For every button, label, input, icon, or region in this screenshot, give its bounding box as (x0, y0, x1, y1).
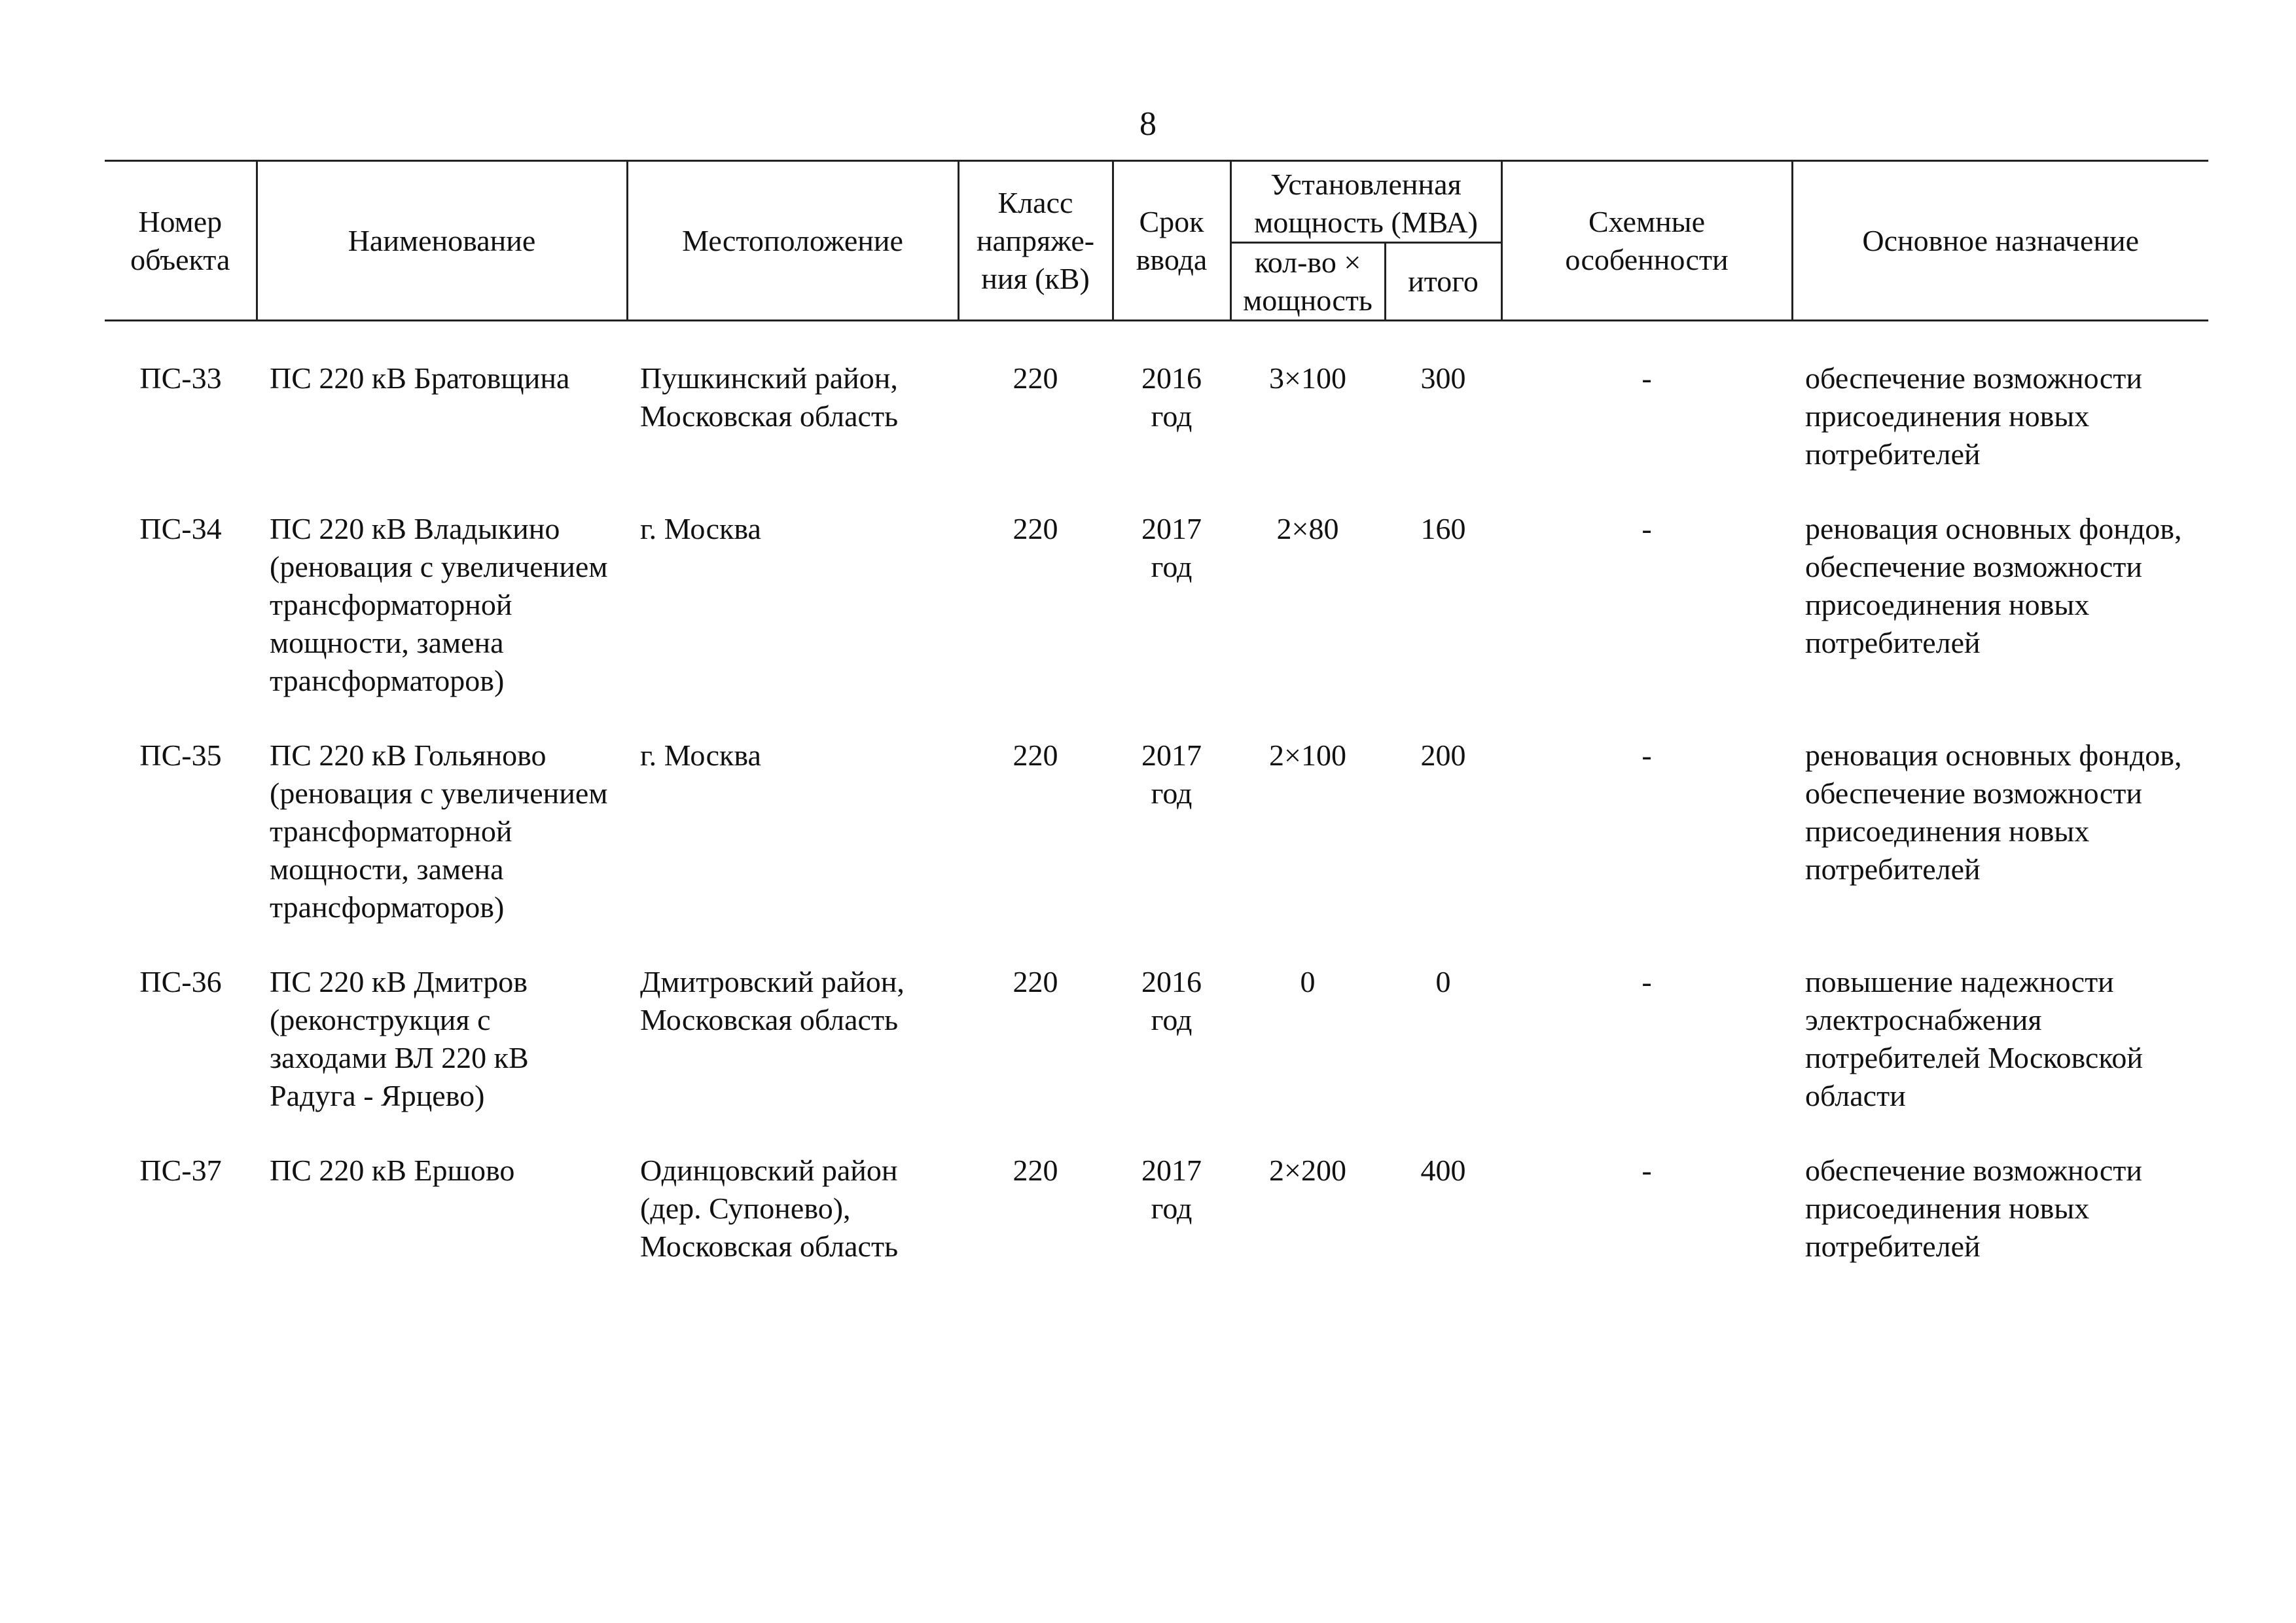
header-row (105, 161, 2208, 243)
substation-table (105, 160, 2208, 1302)
cell-scheme: - (1641, 739, 1652, 772)
cell-units: 2×80 (1276, 512, 1339, 545)
cell-purpose: обеспечение возможности присоединения новых потребителей (1805, 361, 2142, 471)
cell-voltage: 220 (1013, 361, 1058, 395)
cell-voltage: 220 (1013, 1154, 1058, 1187)
cell-year: 2016 год (1141, 361, 1202, 433)
table-body (105, 321, 2208, 1303)
header-capacity-units: кол-во × мощность (1230, 243, 1385, 321)
cell-purpose: реновация основных фондов, обеспечение возможности присоединения новых потребителей (1805, 512, 2182, 659)
cell-location: Пушкинский район, Московская область (640, 361, 899, 433)
header-number: Номер объекта (105, 161, 257, 321)
cell-name: ПС 220 кВ Ершово (270, 1154, 515, 1187)
cell-location: г. Москва (640, 512, 761, 545)
cell-name: ПС 220 кВ Владыкино (реновация с увеличением трансформаторной мощности, замена трансформаторов) (270, 512, 608, 697)
cell-location: Дмитровский район, Московская область (640, 965, 905, 1036)
header-capacity-group: Установленная мощность (МВА) (1230, 161, 1501, 243)
cell-year: 2017 год (1141, 1154, 1202, 1225)
cell-year: 2016 год (1141, 965, 1202, 1036)
cell-total: 400 (1420, 1154, 1466, 1187)
cell-id: ПС-36 (139, 965, 222, 998)
cell-voltage: 220 (1013, 739, 1058, 772)
table-row (105, 1152, 2208, 1302)
cell-total: 0 (1435, 965, 1451, 998)
cell-scheme: - (1641, 965, 1652, 998)
cell-year: 2017 год (1141, 512, 1202, 583)
header-scheme: Схемные особенности (1501, 161, 1792, 321)
cell-year: 2017 год (1141, 739, 1202, 810)
table-row (105, 963, 2208, 1152)
cell-scheme: - (1641, 361, 1652, 395)
header-voltage: Класс напряже-ния (кВ) (958, 161, 1113, 321)
table-row (105, 321, 2208, 511)
cell-name: ПС 220 кВ Гольяново (реновация с увеличением трансформаторной мощности, замена трансформаторов) (270, 739, 608, 924)
cell-scheme: - (1641, 1154, 1652, 1187)
cell-id: ПС-37 (139, 1154, 222, 1187)
cell-scheme: - (1641, 512, 1652, 545)
cell-purpose: обеспечение возможности присоединения новых потребителей (1805, 1154, 2142, 1263)
cell-total: 300 (1420, 361, 1466, 395)
cell-location: Одинцовский район (дер. Супонево), Московская область (640, 1154, 899, 1263)
cell-name: ПС 220 кВ Братовщина (270, 361, 570, 395)
cell-purpose: реновация основных фондов, обеспечение возможности присоединения новых потребителей (1805, 739, 2182, 886)
header-purpose: Основное назначение (1792, 161, 2208, 321)
header-commissioning: Срок ввода (1113, 161, 1230, 321)
header-capacity-total: итого (1385, 243, 1501, 321)
header-location: Местоположение (627, 161, 958, 321)
cell-voltage: 220 (1013, 512, 1058, 545)
header-name: Наименование (257, 161, 627, 321)
cell-units: 2×100 (1269, 739, 1346, 772)
cell-total: 200 (1420, 739, 1466, 772)
cell-voltage: 220 (1013, 965, 1058, 998)
cell-id: ПС-35 (139, 739, 222, 772)
cell-location: г. Москва (640, 739, 761, 772)
page-number: 8 (1139, 105, 1157, 143)
table-row (105, 510, 2208, 737)
cell-name: ПС 220 кВ Дмитров (реконструкция с заходами ВЛ 220 кВ Радуга - Ярцево) (270, 965, 529, 1112)
cell-id: ПС-34 (139, 512, 222, 545)
table-header (105, 161, 2208, 321)
cell-purpose: повышение надежности электроснабжения потребителей Московской области (1805, 965, 2143, 1112)
cell-units: 0 (1300, 965, 1316, 998)
cell-total: 160 (1420, 512, 1466, 545)
table-row (105, 737, 2208, 963)
cell-units: 2×200 (1269, 1154, 1346, 1187)
cell-units: 3×100 (1269, 361, 1346, 395)
cell-id: ПС-33 (139, 361, 222, 395)
